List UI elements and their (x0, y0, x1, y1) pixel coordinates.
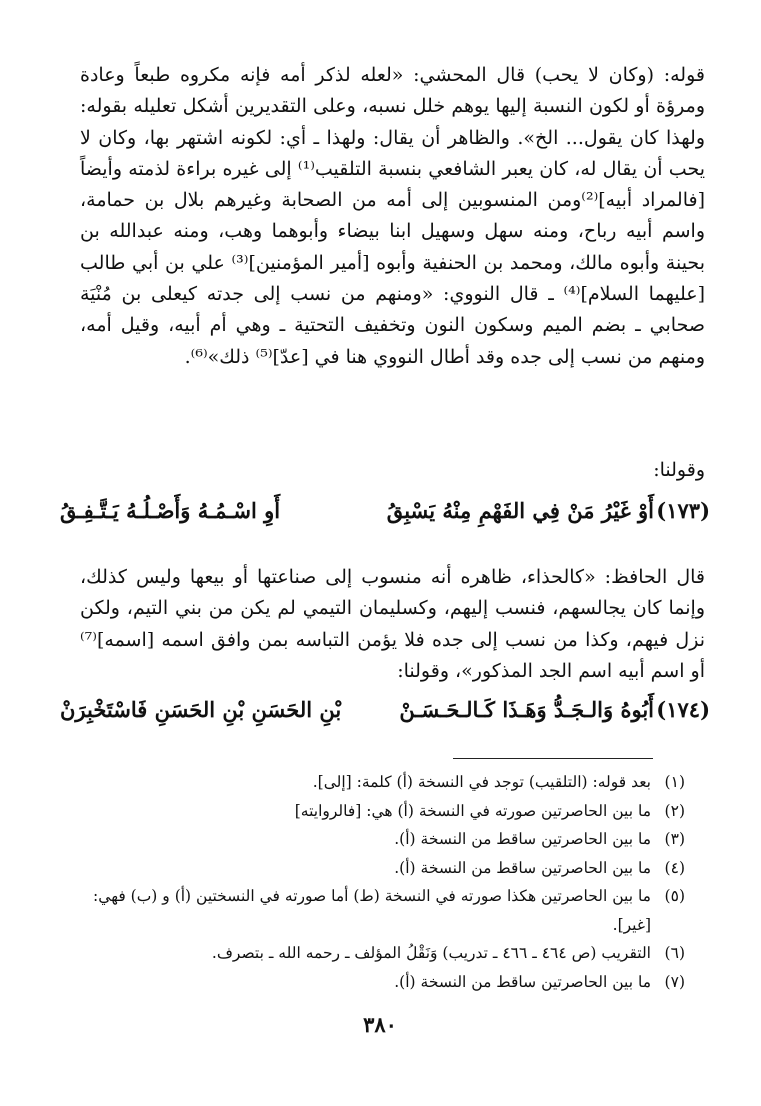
footnote-number: (٢) (664, 801, 685, 820)
footnote-number: (٤) (664, 858, 685, 877)
body-paragraph-1: قوله: (وكان لا يحب) قال المحشي: «لعله لذكر أمه فإنه مكروه طبعاً وعادة ومرؤة أو لكون النسبة إليها يوهم خلل نسبه، وعلى التقديرين أشكل تعليله بقوله: ولهذا كان يقول... الخ». والظاهر أن يقال: ولهذا ـ أي: لكونه اشتهر بها، وكان لا يحب أن يقال له، كان يعبر الشافعي بنسبة التلقيب⁽¹⁾ إلى غيره براءة لذمته وأيضاً [فالمراد أبيه]⁽²⁾ومن المنسوبين إلى أمه من الصحابة وغيرهم بلال بن حمامة، واسم أبيه رباح، ومنه سهل وسهيل ابنا بيضاء وأبوهما وهب، ومنه عبدالله بن بحينة وأبوه مالك، ومحمد بن الحنفية وأبوه [أمير المؤمنين]⁽³⁾ علي بن أبي طالب [عليهما السلام]⁽⁴⁾ ـ قال النووي: «ومنهم من نسب إلى جدته كيعلى بن مُنْيَة صحابي ـ بضم الميم وسكون النون وتخفيف التحتية ـ وهي أم أبيه، وقيل أمه، ومنهم من نسب إلى جده وقد أطال النووي هنا في [عدّ]⁽⁵⁾ ذلك»⁽⁶⁾. (80, 64, 705, 368)
verse-number: (١٧٤) (656, 697, 710, 722)
footnote-number: (٦) (664, 944, 685, 962)
footnote-text: ما بين الحاصرتين ساقط من النسخة (أ). (394, 830, 651, 848)
footnote (80, 825, 685, 854)
footnote-number: (٧) (664, 972, 685, 991)
verse-hemistich-first: أَبُوهُ وَالـجَـدُّ وَهَـذَا كَـالـحَـسَـنْ (399, 697, 654, 722)
verse-number: (١٧٣) (656, 498, 710, 523)
footnote-number: (٣) (664, 830, 685, 848)
footnote-text: ما بين الحاصرتين هكذا صورته في النسخة (ط) أما صورته في النسختين (أ) و (ب) فهي: [غير]. (93, 887, 651, 934)
footnote-text: التقريب (ص ٤٦٤ ـ ٤٦٦ ـ تدريب) وَنَقْلُ المؤلف ـ رحمه الله ـ بتصرف. (211, 944, 651, 962)
verse-174 (60, 697, 710, 733)
verse-hemistich-first: أَوْ غَيْرُ مَنْ فِي الفَهْمِ مِنْهُ يَسْبِقُ (386, 498, 654, 523)
footnote-text: ما بين الحاصرتين صورته في النسخة (أ) هي: [فالروايته] (294, 801, 651, 820)
footnote (80, 768, 685, 797)
verse-hemistich-second: أَوِ اسْـمُـهُ وَأَصْـلُـهُ يَـتَّـفِـقُ (60, 498, 281, 523)
footnote-number: (١) (664, 773, 685, 791)
footnote (80, 797, 685, 826)
verse-173 (60, 498, 710, 534)
footnote-text: بعد قوله: (التلقيب) توجد في النسخة (أ) كلمة: [إلى]. (312, 773, 651, 791)
footnote-text: ما بين الحاصرتين ساقط من النسخة (أ). (394, 858, 651, 877)
footnote-number: (٥) (664, 887, 685, 905)
body-paragraph-2: قال الحافظ: «كالحذاء، ظاهره أنه منسوب إلى صناعتها أو بيعها وليس كذلك، وإنما كان يجالسهم، فنسب إليهم، وكسليمان التيمي لم يكن من بني التيم، ولكن نزل فيهم، وكذا من نسب إلى جده فلا يؤمن التباسه بمن وافق اسمه [اسمه]⁽⁷⁾ أو اسم أبيه اسم الجد المذكور»، وقولنا: (80, 566, 705, 682)
page-number: ٣٨٠ (363, 1012, 397, 1037)
verse-hemistich-second: بْنِ الحَسَنِ بْنِ الحَسَنِ فَاسْتَخْبِرَنْ (60, 697, 342, 722)
footnote-separator (453, 758, 653, 759)
verse-intro: وقولنا: (653, 459, 705, 481)
footnote-text: ما بين الحاصرتين ساقط من النسخة (أ). (394, 972, 651, 991)
footnote (80, 939, 685, 968)
footnote (80, 854, 685, 883)
footnote (80, 882, 685, 939)
footnote (80, 968, 685, 997)
footnotes (80, 768, 685, 996)
